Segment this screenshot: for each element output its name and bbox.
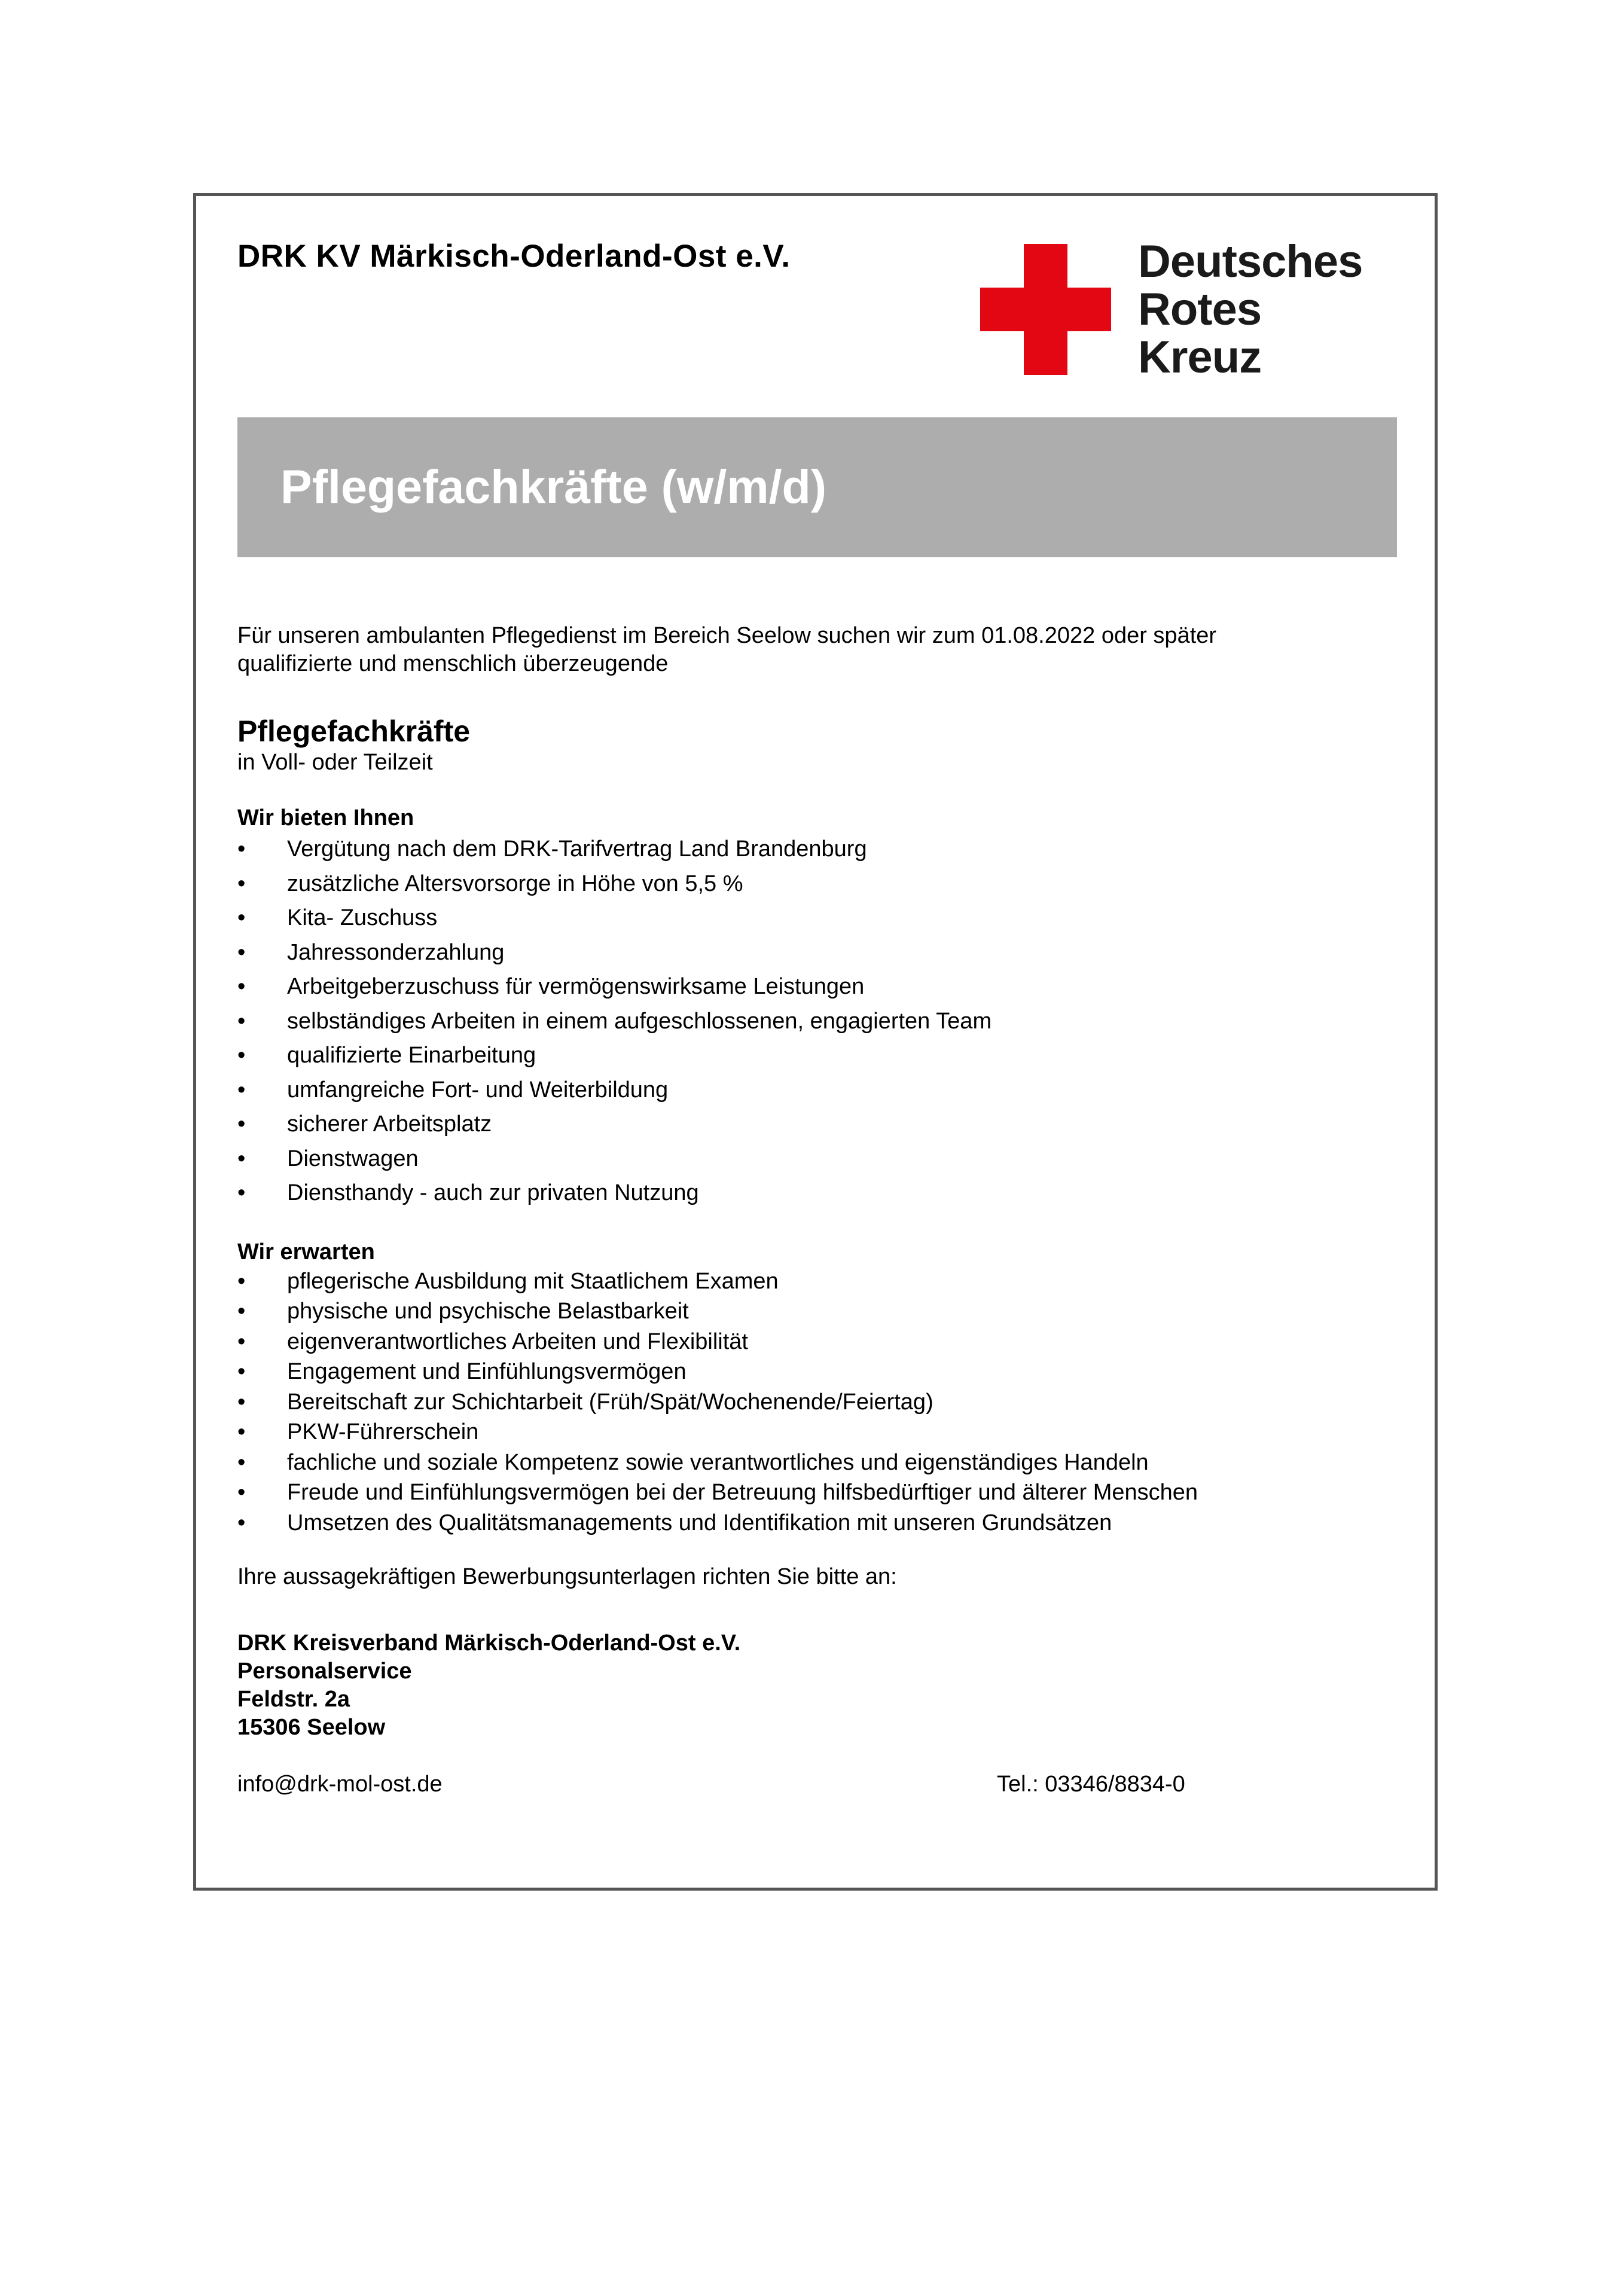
offer-item: • Kita- Zuschuss (237, 901, 1404, 936)
offer-list (237, 832, 1404, 1211)
offer-item: • Dienstwagen (237, 1142, 1404, 1177)
expect-item: • Umsetzen des Qualitätsmanagements und Identifikation mit unseren Grundsätzen (237, 1508, 1404, 1538)
offer-item: • sicherer Arbeitsplatz (237, 1107, 1404, 1142)
intro-text (237, 622, 1404, 678)
expect-item: • Bereitschaft zur Schichtarbeit (Früh/Spät/Wochenende/Feiertag) (237, 1387, 1404, 1418)
offer-item: • Diensthandy - auch zur privaten Nutzung (237, 1176, 1404, 1211)
offer-item: • Arbeitgeberzuschuss für vermögenswirksame Leistungen (237, 970, 1404, 1004)
offer-item: • umfangreiche Fort- und Weiterbildung (237, 1073, 1404, 1108)
job-subtitle: in Voll- oder Teilzeit (237, 750, 433, 775)
intro-line-2: qualifizierte und menschlich überzeugende (237, 651, 669, 676)
red-cross-icon (980, 244, 1111, 375)
drk-logo (980, 236, 1399, 383)
phone-number: Tel.: 03346/8834-0 (997, 1772, 1185, 1797)
address-city: 15306 Seelow (237, 1715, 386, 1740)
intro-line-1: Für unseren ambulanten Pflegedienst im Bereich Seelow suchen wir zum 01.08.2022 oder später (237, 623, 1217, 648)
logo-line-2: Rotes (1138, 284, 1262, 335)
job-title: Pflegefachkräfte (237, 715, 471, 748)
org-name: DRK KV Märkisch-Oderland-Ost e.V. (237, 239, 791, 274)
offer-item: • Jahressonderzahlung (237, 936, 1404, 970)
postal-address (237, 1629, 1404, 1742)
logo-wordmark (1138, 238, 1362, 381)
expect-item: • eigenverantwortliches Arbeiten und Flexibilität (237, 1327, 1404, 1357)
address-dept: Personalservice (237, 1659, 412, 1684)
expect-item: • Freude und Einfühlungsvermögen bei der Betreuung hilfsbedürftiger und älterer Menschen (237, 1477, 1404, 1508)
page-title: Pflegefachkräfte (w/m/d) (280, 460, 827, 513)
offer-heading: Wir bieten Ihnen (237, 805, 414, 831)
offer-item: • selbständiges Arbeiten in einem aufgeschlossenen, engagierten Team (237, 1004, 1404, 1039)
contact-row (237, 1770, 1404, 1799)
expect-item: • fachliche und soziale Kompetenz sowie verantwortliches und eigenständiges Handeln (237, 1448, 1404, 1478)
address-org: DRK Kreisverband Märkisch-Oderland-Ost e.V. (237, 1631, 741, 1656)
expect-item: • physische und psychische Belastbarkeit (237, 1296, 1404, 1327)
offer-item: • qualifizierte Einarbeitung (237, 1039, 1404, 1073)
offer-item: • zusätzliche Altersvorsorge in Höhe von 5,5 % (237, 867, 1404, 902)
address-street: Feldstr. 2a (237, 1687, 350, 1712)
expect-heading: Wir erwarten (237, 1239, 375, 1265)
expect-item: • Engagement und Einfühlungsvermögen (237, 1357, 1404, 1387)
email-address: info@drk-mol-ost.de (237, 1772, 443, 1797)
expect-list (237, 1266, 1404, 1538)
offer-item: • Vergütung nach dem DRK-Tarifvertrag Land Brandenburg (237, 832, 1404, 867)
expect-item: • PKW-Führerschein (237, 1417, 1404, 1448)
expect-item: • pflegerische Ausbildung mit Staatlichem Examen (237, 1266, 1404, 1297)
logo-line-3: Kreuz (1138, 332, 1262, 383)
apply-instruction: Ihre aussagekräftigen Bewerbungsunterlagen richten Sie bitte an: (237, 1564, 897, 1589)
logo-line-1: Deutsches (1138, 236, 1363, 287)
title-band (237, 417, 1397, 557)
ad-body (237, 622, 1404, 1799)
